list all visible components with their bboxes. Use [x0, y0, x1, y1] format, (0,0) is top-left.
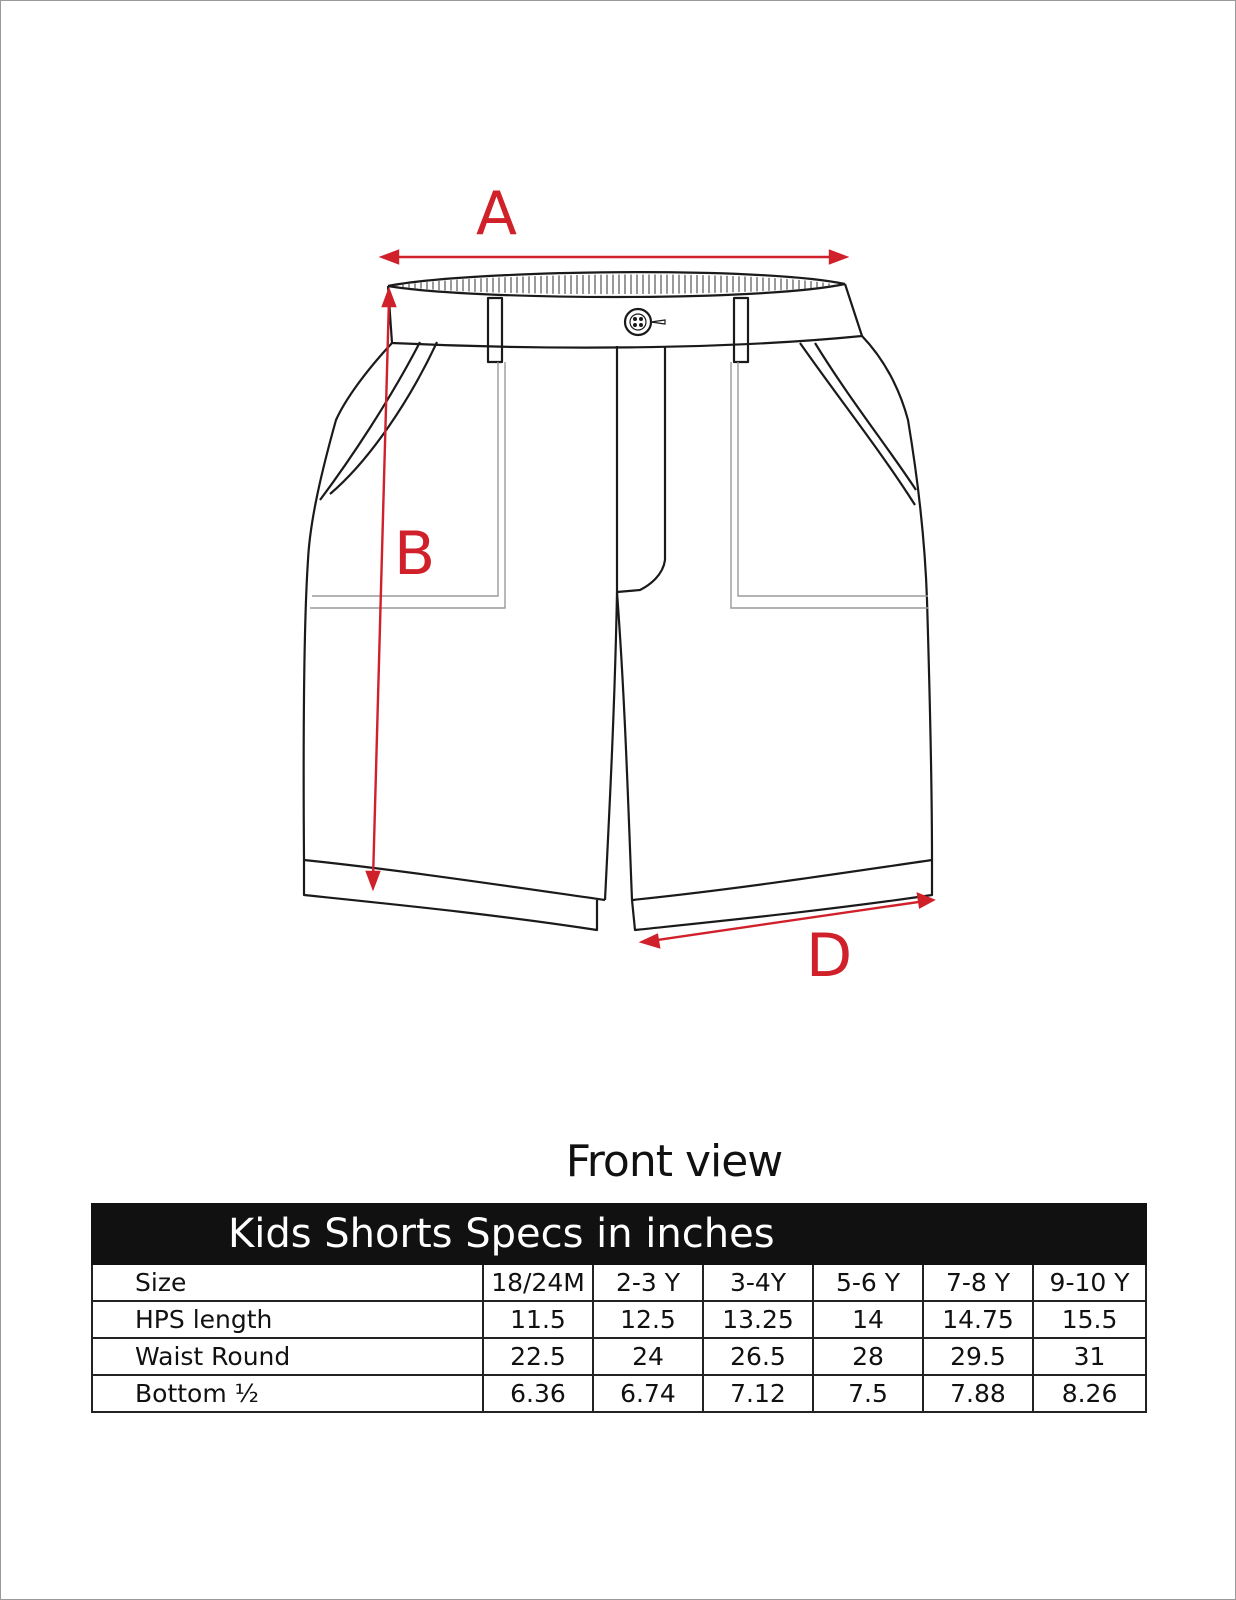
front-view-caption: Front view	[565, 1136, 783, 1187]
size-header-cell: 7-8 Y	[923, 1264, 1033, 1301]
table-title-row	[92, 1204, 1146, 1264]
table-row	[92, 1375, 1146, 1412]
table-title: Kids Shorts Specs in inches	[92, 1204, 1146, 1264]
size-header-cell: 18/24M	[483, 1264, 593, 1301]
table-cell: 24	[593, 1338, 703, 1375]
row-label: Bottom ½	[92, 1375, 483, 1412]
dimension-label-d: D	[806, 921, 853, 991]
table-cell: 7.88	[923, 1375, 1033, 1412]
dimension-arrows	[367, 251, 933, 947]
row-label: HPS length	[92, 1301, 483, 1338]
table-cell: 15.5	[1033, 1301, 1146, 1338]
size-header-cell: 5-6 Y	[813, 1264, 923, 1301]
table-cell: 6.74	[593, 1375, 703, 1412]
table-cell: 14.75	[923, 1301, 1033, 1338]
table-row	[92, 1301, 1146, 1338]
table-cell: 7.12	[703, 1375, 813, 1412]
table-cell: 12.5	[593, 1301, 703, 1338]
table-cell: 22.5	[483, 1338, 593, 1375]
shorts-outline	[304, 272, 932, 930]
dimension-label-a: A	[476, 179, 518, 249]
table-cell: 28	[813, 1338, 923, 1375]
button-icon	[625, 309, 665, 335]
size-header-label: Size	[92, 1264, 483, 1301]
table-row	[92, 1338, 1146, 1375]
size-spec-table	[91, 1203, 1147, 1413]
size-header-row	[92, 1264, 1146, 1301]
size-header-cell: 2-3 Y	[593, 1264, 703, 1301]
table-cell: 7.5	[813, 1375, 923, 1412]
table-cell: 8.26	[1033, 1375, 1146, 1412]
table-cell: 26.5	[703, 1338, 813, 1375]
table-cell: 14	[813, 1301, 923, 1338]
table-cell: 29.5	[923, 1338, 1033, 1375]
table-cell: 11.5	[483, 1301, 593, 1338]
table-cell: 13.25	[703, 1301, 813, 1338]
table-cell: 31	[1033, 1338, 1146, 1375]
dimension-label-b: B	[394, 519, 436, 589]
size-header-cell: 9-10 Y	[1033, 1264, 1146, 1301]
table-cell: 6.36	[483, 1375, 593, 1412]
size-header-cell: 3-4Y	[703, 1264, 813, 1301]
row-label: Waist Round	[92, 1338, 483, 1375]
